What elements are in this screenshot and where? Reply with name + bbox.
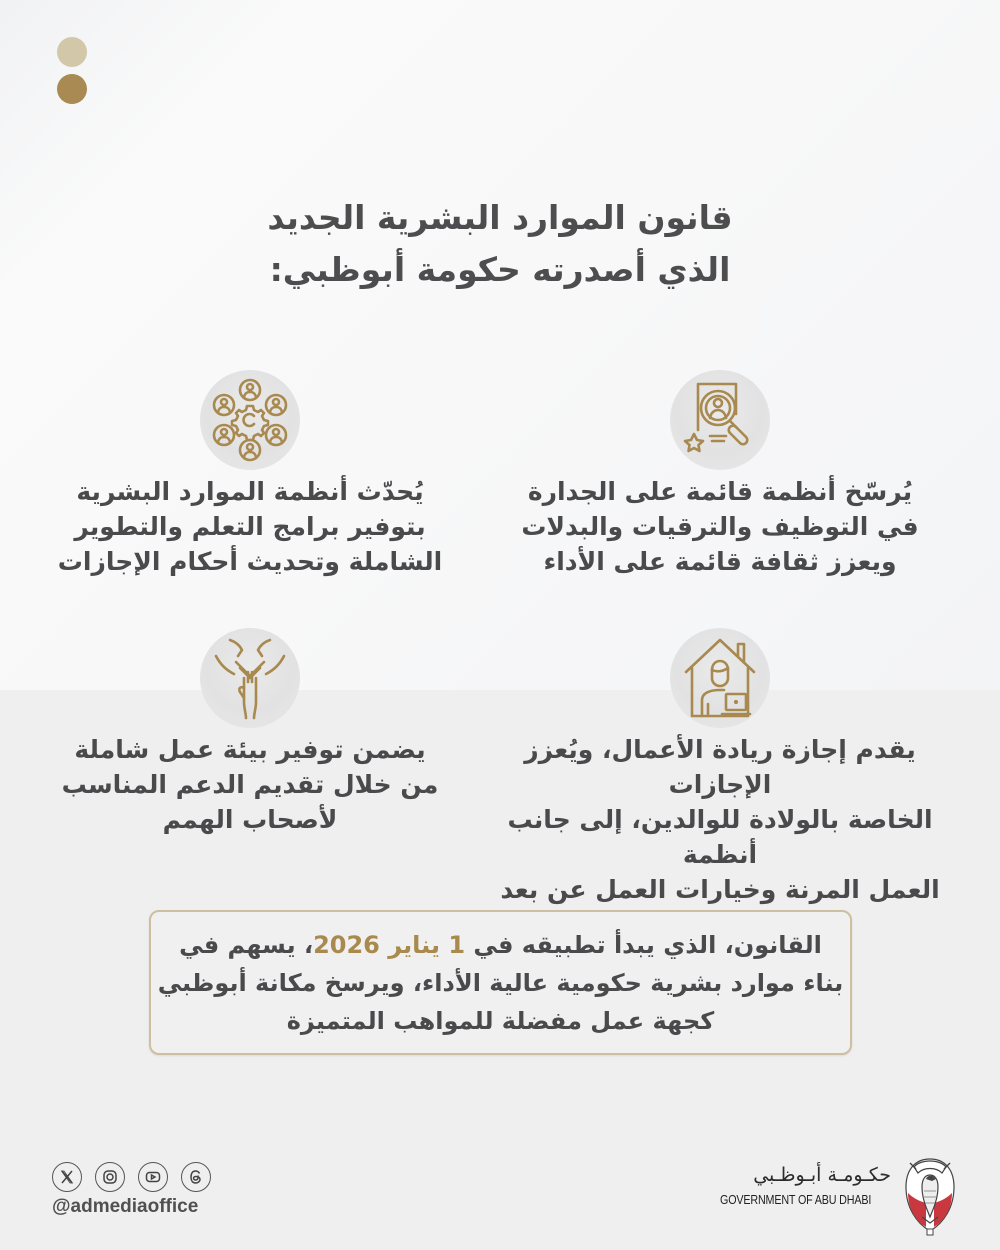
note-line-1: القانون، الذي يبدأ تطبيقه في 1 يناير 2026، يسهم في [179,931,822,959]
feature-line: لأصحاب الهمم [162,805,338,834]
note-line-3: كجهة عمل مفضلة للمواهب المتميزة [286,1007,715,1035]
title-line-1: قانون الموارد البشرية الجديد [267,198,733,237]
people-network-gear-icon [200,370,300,470]
gov-logo-english: GOVERNMENT OF ABU DHABI [720,1193,872,1207]
social-icons [52,1162,211,1192]
feature-line: يُرسّخ أنظمة قائمة على الجدارة [527,477,913,506]
feature-text [30,474,470,579]
joined-hands-icon [200,628,300,728]
feature-line: يضمن توفير بيئة عمل شاملة [74,735,426,764]
feature-text [500,732,940,907]
feature-merit-systems [500,370,940,579]
work-from-home-icon [670,628,770,728]
candidate-search-icon [670,370,770,470]
effective-date-highlight: 1 يناير 2026 [313,931,466,959]
feature-line: يُحدّث أنظمة الموارد البشرية [76,477,424,506]
page-title [0,192,1000,296]
feature-line: الخاصة بالولادة للوالدين، إلى جانب أنظمة [507,805,933,869]
title-line-2: الذي أصدرته حكومة أبوظبي: [269,250,731,289]
falcon-emblem-icon [902,1153,958,1237]
instagram-icon[interactable] [95,1162,125,1192]
feature-inclusive-environment [30,628,470,837]
feature-line: ويعزز ثقافة قائمة على الأداء [543,547,897,576]
effective-date-note [149,910,852,1055]
x-icon[interactable] [52,1162,82,1192]
feature-text [30,732,470,837]
decorative-dot-dark [57,74,87,104]
feature-flexible-work [500,628,940,907]
feature-line: من خلال تقديم الدعم المناسب [61,770,439,799]
feature-line: الشاملة وتحديث أحكام الإجازات [57,547,443,576]
feature-text [500,474,940,579]
feature-hr-update [30,370,470,579]
note-line-2: بناء موارد بشرية حكومية عالية الأداء، ويرسخ مكانة أبوظبي [157,969,844,997]
youtube-icon[interactable] [138,1162,168,1192]
feature-line: يقدم إجازة ريادة الأعمال، ويُعزز الإجازات [524,735,916,799]
social-handle[interactable]: @admediaoffice [52,1196,199,1217]
feature-line: في التوظيف والترقيات والبدلات [521,512,919,541]
threads-icon[interactable] [181,1162,211,1192]
feature-line: بتوفير برامج التعلم والتطوير [74,512,426,541]
feature-line: العمل المرنة وخيارات العمل عن بعد [500,875,940,904]
government-logo [716,1150,976,1240]
gov-logo-arabic: حكـومـة أبـوظـبي [753,1164,891,1186]
decorative-dot-light [57,37,87,67]
